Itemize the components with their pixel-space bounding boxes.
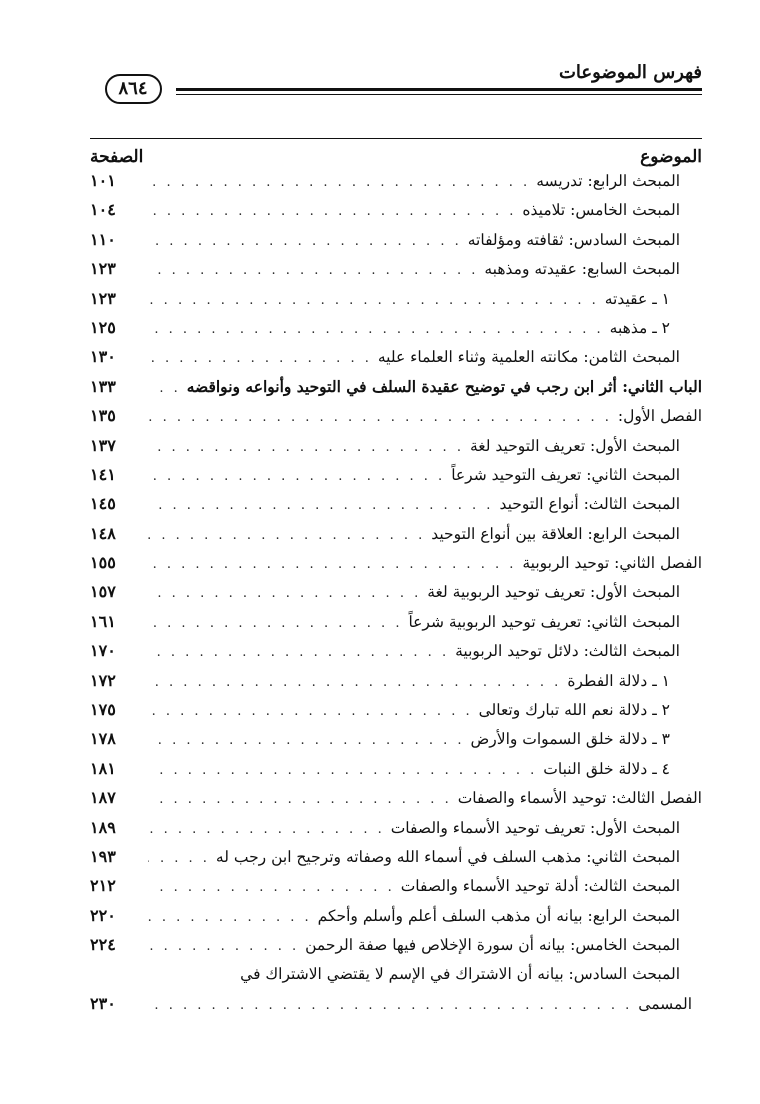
toc-entry-page: ٢٢٠: [90, 905, 116, 925]
toc-entry-page: ١٢٥: [90, 317, 116, 337]
dot-leader: [148, 998, 632, 1013]
toc-entry-page: ١٧٠: [90, 641, 116, 661]
toc-entry-title: ١ ـ دلالة الفطرة: [567, 671, 670, 690]
toc-entry-title: المبحث الأول: تعريف توحيد الأسماء والصفات: [390, 818, 680, 837]
toc-entry-page: ١٧٥: [90, 700, 116, 720]
dot-leader: [148, 910, 312, 925]
column-heading-topic: الموضوع: [640, 147, 702, 167]
toc-entry: [90, 230, 702, 259]
toc-entry: [90, 612, 702, 641]
dot-leader: [148, 234, 462, 249]
dot-leader: [148, 469, 445, 484]
toc-entries: [90, 171, 702, 1023]
page-number-badge: [90, 74, 176, 104]
toc-entry-title: ٤ ـ دلالة خلق النبات: [543, 759, 670, 778]
toc-entry-title: الفصل الأول:: [617, 407, 702, 426]
dot-leader: [148, 557, 516, 572]
toc-entry: [90, 994, 702, 1023]
toc-entry-page: ١٢٣: [90, 259, 116, 279]
toc-entry-title: المبحث السابع: عقيدته ومذهبه: [484, 260, 680, 279]
dot-leader: [148, 498, 493, 513]
toc-entry: [90, 876, 702, 905]
toc-entry-title: المسمى: [638, 994, 692, 1013]
toc-entry-page: ١٧٢: [90, 670, 116, 690]
dot-leader: [148, 263, 478, 278]
toc-entry-title: المبحث الخامس: تلاميذه: [522, 201, 680, 220]
toc-entry-page: ١٠١: [90, 171, 116, 190]
toc-entry-title: المبحث الثاني: تعريف التوحيد شرعاً: [451, 465, 680, 484]
toc-entry-title: الباب الثاني: أثر ابن رجب في توضيح عقيدة السلف في التوحيد وأنواعه ونواقضه: [186, 376, 702, 396]
dot-leader: [148, 410, 612, 425]
toc-page: [90, 56, 702, 1023]
toc-entry: [90, 200, 702, 229]
dot-leader: [148, 204, 516, 219]
toc-entry-title: المبحث الثالث: دلائل توحيد الربوبية: [455, 642, 680, 661]
toc-entry-page: ١٦١: [90, 611, 116, 631]
toc-entry-page: ١٣٣: [90, 376, 116, 396]
toc-entry: [90, 553, 702, 582]
toc-entry: [90, 259, 702, 288]
toc-entry-title: المبحث الأول: تعريف توحيد الربوبية لغة: [427, 583, 680, 602]
toc-entry: [90, 818, 702, 847]
toc-entry-title: المبحث السادس: ثقافته ومؤلفاته: [467, 230, 680, 249]
toc-entry: [90, 759, 702, 788]
toc-entry: [90, 465, 702, 494]
toc-entry-title: المبحث الرابع: تدريسه: [536, 172, 680, 190]
toc-entry-page: ١٣٧: [90, 435, 116, 455]
toc-entry-page: ١٤١: [90, 464, 116, 484]
toc-entry-page: ١٣٥: [90, 406, 116, 426]
dot-leader: [148, 586, 421, 601]
toc-entry: [90, 788, 702, 817]
toc-entry-title: الفصل الثاني: توحيد الربوبية: [522, 554, 702, 573]
toc-entry-page: ١٠٤: [90, 200, 116, 220]
toc-entry: [90, 582, 702, 611]
dot-leader: [148, 351, 372, 366]
toc-entry-title: المبحث الثالث: أدلة توحيد الأسماء والصفات: [400, 877, 680, 896]
dot-leader: [148, 293, 599, 308]
toc-entry: [90, 436, 702, 465]
toc-entry: [90, 729, 702, 758]
toc-entry-title: ٢ ـ مذهبه: [609, 318, 670, 337]
toc-entry-page: ١٥٧: [90, 582, 116, 602]
toc-entry-title: المبحث الرابع: العلاقة بين أنواع التوحيد: [431, 524, 680, 543]
dot-leader: [148, 851, 210, 866]
toc-entry: [90, 700, 702, 729]
dot-leader: [148, 939, 299, 954]
dot-leader: [148, 880, 395, 895]
running-header: [90, 56, 702, 108]
toc-entry: [90, 847, 702, 876]
toc-entry: [90, 671, 702, 700]
header-title: فهرس الموضوعات: [558, 62, 702, 83]
dot-leader: [148, 704, 473, 719]
toc-entry-title: المبحث الثالث: أنواع التوحيد: [499, 495, 680, 514]
dot-leader: [148, 616, 402, 631]
dot-leader: [148, 440, 464, 455]
toc-entry: [90, 965, 702, 994]
toc-entry-page: ٢٢٤: [90, 935, 116, 955]
toc-entry-title: ٢ ـ دلالة نعم الله تبارك وتعالى: [478, 701, 670, 720]
toc-entry: [90, 406, 702, 435]
toc-entry: [90, 935, 702, 964]
dot-leader: [148, 792, 452, 807]
dot-leader: [148, 381, 181, 396]
toc-entry-title: المبحث الثاني: مذهب السلف في أسماء الله وصفاته وترجيح ابن رجب له: [215, 847, 680, 866]
column-heading-page: الصفحة: [90, 147, 144, 167]
toc-entry-title: المبحث الرابع: بيانه أن مذهب السلف أعلم وأسلم وأحكم: [317, 906, 680, 925]
toc-entry-page: ١٣٠: [90, 347, 116, 367]
toc-entry-page: ١٧٨: [90, 729, 116, 749]
dot-leader: [148, 645, 449, 660]
dot-leader: [148, 733, 465, 748]
column-headings: [90, 138, 702, 169]
dot-leader: [148, 175, 530, 190]
toc-entry-page: ١٤٨: [90, 523, 116, 543]
toc-entry-page: ١٢٣: [90, 288, 116, 308]
header-rule-thin: [90, 94, 702, 95]
toc-entry: [90, 377, 702, 406]
toc-entry: [90, 906, 702, 935]
toc-entry: [90, 347, 702, 376]
toc-entry-page: ١٩٣: [90, 846, 116, 866]
toc-entry-title: المبحث الأول: تعريف التوحيد لغة: [469, 436, 680, 455]
dot-leader: [148, 528, 425, 543]
toc-entry-page: ١٨٧: [90, 788, 116, 808]
toc-entry: [90, 318, 702, 347]
toc-entry-title: ٣ ـ دلالة خلق السموات والأرض: [470, 730, 670, 749]
toc-entry-page: ٢٣٠: [90, 993, 116, 1013]
toc-entry-page: ١٨٩: [90, 817, 116, 837]
toc-entry-title: المبحث الثاني: تعريف توحيد الربوبية شرعاً: [408, 612, 680, 631]
toc-entry-title: ١ ـ عقيدته: [604, 289, 670, 308]
dot-leader: [148, 763, 537, 778]
toc-entry-page: ١١٠: [90, 229, 116, 249]
toc-entry-page: ٢١٢: [90, 876, 116, 896]
header-rule-thick: [90, 88, 702, 91]
toc-entry-title: المبحث الثامن: مكانته العلمية وثناء العلماء عليه: [377, 348, 680, 367]
dot-leader: [148, 675, 561, 690]
toc-entry: [90, 289, 702, 318]
toc-entry-title: الفصل الثالث: توحيد الأسماء والصفات: [457, 789, 702, 808]
toc-entry-page: ١٤٥: [90, 494, 116, 514]
toc-entry: [90, 641, 702, 670]
dot-leader: [148, 322, 604, 337]
toc-entry-title: المبحث الخامس: بيانه أن سورة الإخلاص فيها صفة الرحمن: [305, 936, 680, 955]
dot-leader: [148, 822, 385, 837]
page-number: ٨٦٤: [105, 74, 162, 104]
toc-entry-page: ١٥٥: [90, 553, 116, 573]
toc-entry: [90, 524, 702, 553]
toc-entry: [90, 171, 702, 200]
toc-entry-title: المبحث السادس: بيانه أن الاشتراك في الإسم لا يقتضي الاشتراك في: [240, 964, 680, 983]
toc-entry-page: ١٨١: [90, 758, 116, 778]
toc-entry: [90, 494, 702, 523]
